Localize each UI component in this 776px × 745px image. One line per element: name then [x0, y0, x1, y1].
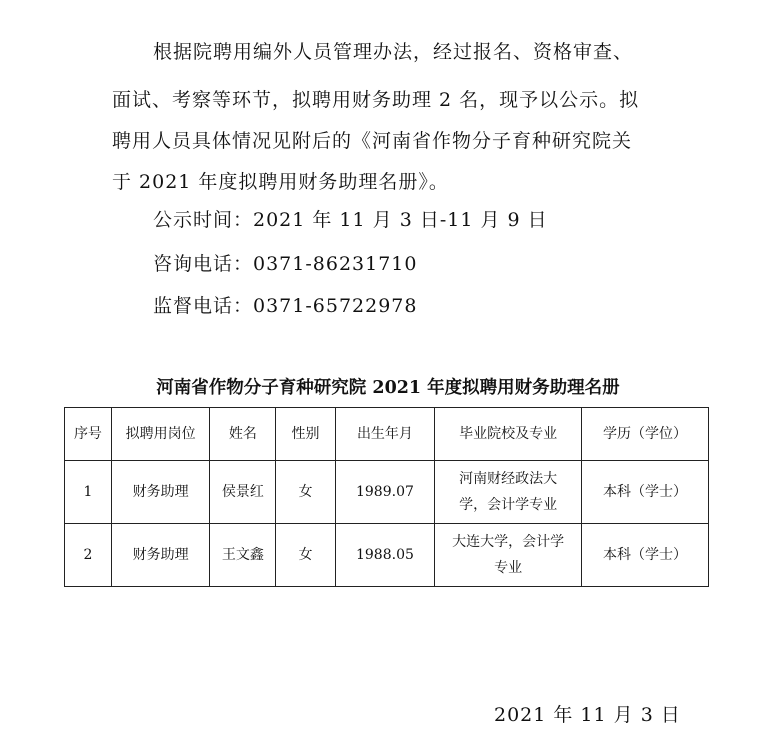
school-line: 专业 [494, 560, 523, 576]
notice-paragraph-line: 聘用人员具体情况见附后的《河南省作物分子育种研究院关 [112, 130, 633, 152]
roster-table [64, 407, 709, 587]
header-name: 姓名 [210, 408, 276, 461]
supervise-phone: 监督电话：0371-65722978 [153, 295, 418, 317]
notice-paragraph-line: 根据院聘用编外人员管理办法，经过报名、资格审查、 [153, 41, 634, 63]
cell-birth: 1988.05 [335, 524, 434, 587]
header-no: 序号 [65, 408, 112, 461]
cell-sex: 女 [276, 524, 335, 587]
consult-phone: 咨询电话：0371-86231710 [153, 253, 418, 275]
header-degree: 学历（学位） [582, 408, 709, 461]
cell-post: 财务助理 [111, 524, 210, 587]
school-line: 学，会计学专业 [459, 497, 558, 513]
cell-no: 2 [65, 524, 112, 587]
cell-no: 1 [65, 461, 112, 524]
publicity-period: 公示时间：2021 年 11 月 3 日-11 月 9 日 [153, 209, 548, 231]
school-line: 大连大学，会计学 [452, 534, 565, 550]
cell-name: 王文鑫 [210, 524, 276, 587]
header-sex: 性别 [276, 408, 335, 461]
table-title: 河南省作物分子育种研究院 2021 年度拟聘用财务助理名册 [156, 378, 620, 398]
cell-name: 侯景红 [210, 461, 276, 524]
notice-paragraph-line: 面试、考察等环节，拟聘用财务助理 2 名，现予以公示。拟 [112, 89, 640, 111]
cell-birth: 1989.07 [335, 461, 434, 524]
cell-sex: 女 [276, 461, 335, 524]
cell-school [435, 461, 582, 524]
cell-post: 财务助理 [111, 461, 210, 524]
notice-paragraph-line: 于 2021 年度拟聘用财务助理名册》。 [112, 171, 449, 193]
table-row [65, 524, 709, 587]
cell-school [435, 524, 582, 587]
header-birth: 出生年月 [335, 408, 434, 461]
signature-date: 2021 年 11 月 3 日 [494, 704, 681, 726]
table-header-row [65, 408, 709, 461]
school-line: 河南财经政法大 [459, 471, 558, 487]
table-row [65, 461, 709, 524]
cell-degree: 本科（学士） [582, 524, 709, 587]
header-school: 毕业院校及专业 [435, 408, 582, 461]
cell-degree: 本科（学士） [582, 461, 709, 524]
header-post: 拟聘用岗位 [111, 408, 210, 461]
